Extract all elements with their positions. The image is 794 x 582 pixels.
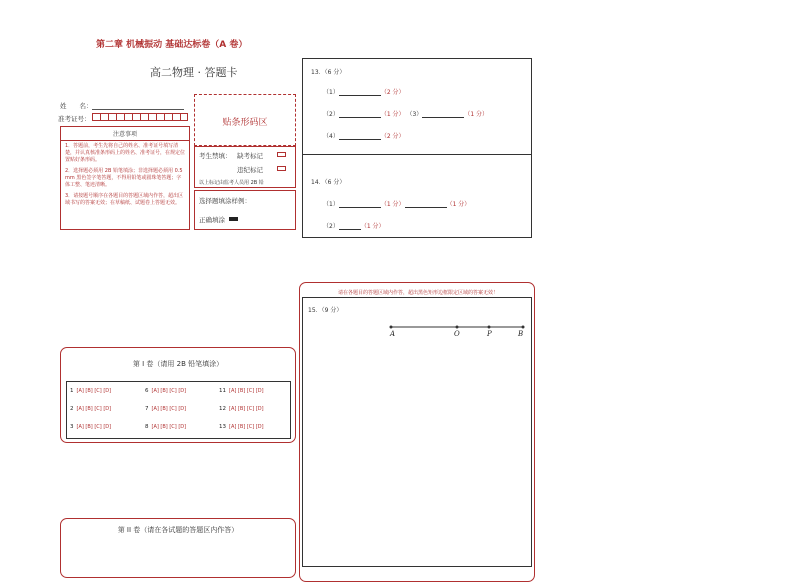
notes-title: 注意事项 [112, 131, 137, 138]
fill-correct-label: 正确填涂 [199, 216, 225, 224]
mc-q-11: 11 [219, 388, 226, 394]
mc-q-6: 6 [145, 388, 149, 394]
mc-options-13[interactable]: [A] [B] [C] [D] [229, 424, 264, 430]
mc-q-7: 7 [145, 406, 149, 412]
point-b-label: B [518, 330, 524, 338]
fill-example-title: 选择题填涂样例： [199, 197, 251, 205]
absent-checkbox[interactable] [277, 152, 286, 157]
status-note: 以上标记由监考人员用 2B 铅 [199, 180, 264, 186]
q13-line-2: （2） （1 分） （3） （1 分） [323, 111, 489, 118]
notes-item-1: 1．答题前，考生先将自己的姓名、准考证号填写清楚，并认真核准条形码上的姓名、准考证号，在规定位置贴好条形码。 [65, 143, 186, 163]
point-b-dot [522, 326, 525, 329]
q15-box [302, 297, 532, 567]
q13-q14-box [302, 58, 532, 238]
q13-q14-divider [303, 154, 531, 155]
barcode-label: 贴条形码区 [222, 118, 268, 128]
notes-item-3: 3．请按题号顺序在各题目的答题区域内作答，超出区域书写的答案无效；在草稿纸、试题卷上答题无效。 [65, 193, 184, 206]
mc-q-8: 8 [145, 424, 149, 430]
q15-warning: 请在各题目的答题区域内作答，超出黑色矩形边框限定区域的答案无效！ [337, 290, 498, 296]
notes-item-2: 2．选择题必须用 2B 铅笔填涂；非选择题必须用 0.5 mm 黑色签字笔答题，不得用铅笔或圆珠笔答题；字体工整、笔迹清晰。 [65, 168, 183, 188]
mc-options-2[interactable]: [A] [B] [C] [D] [76, 406, 112, 412]
card-title: 高二物理 · 答题卡 [150, 66, 238, 79]
q13-blank-1[interactable] [339, 89, 381, 96]
name-field[interactable] [92, 108, 184, 110]
q14-blank-2[interactable] [405, 201, 447, 208]
mc-q-13: 13 [219, 424, 226, 430]
point-p-label: P [487, 330, 492, 338]
violation-label: 违纪标记 [237, 166, 263, 174]
section2-panel [60, 518, 296, 578]
q15-heading: 15．（9 分） [308, 307, 343, 314]
mc-options-6[interactable]: [A] [B] [C] [D] [151, 388, 187, 394]
name-label: 姓 名： [60, 102, 93, 110]
q13-line-1: （1） （2 分） [323, 89, 405, 96]
q14-heading: 14．（6 分） [311, 179, 346, 186]
notes-box [60, 126, 190, 230]
mc-options-1[interactable]: [A] [B] [C] [D] [76, 388, 112, 394]
fill-example-box [194, 190, 296, 230]
filled-mark-icon [229, 217, 238, 221]
mc-q-2: 2 [70, 406, 74, 412]
point-p-dot [488, 326, 491, 329]
q13-blank-2[interactable] [339, 111, 381, 118]
sheet-title: 第二章 机械振动 基础达标卷（A 卷） [96, 40, 248, 50]
q14-line-2: （2） （1 分） [323, 223, 385, 230]
q13-line-3: （4） （2 分） [323, 133, 405, 140]
barcode-area [194, 94, 296, 146]
mc-options-12[interactable]: [A] [B] [C] [D] [229, 406, 264, 412]
q13-heading: 13．（6 分） [311, 69, 346, 76]
q14-line-1: （1） （1 分） （1 分） [323, 201, 471, 208]
mc-options-7[interactable]: [A] [B] [C] [D] [151, 406, 187, 412]
mc-grid [66, 381, 291, 439]
absent-label: 缺考标记 [237, 152, 263, 160]
q14-blank-1[interactable] [339, 201, 381, 208]
mc-options-11[interactable]: [A] [B] [C] [D] [229, 388, 264, 394]
q14-blank-3[interactable] [339, 223, 361, 230]
mc-q-3: 3 [70, 424, 74, 430]
point-o-label: O [454, 330, 460, 338]
violation-checkbox[interactable] [277, 166, 286, 171]
mc-q-12: 12 [219, 406, 226, 412]
status-box [194, 146, 296, 188]
exam-no-label: 准考证号： [58, 115, 91, 123]
mc-q-1: 1 [70, 388, 74, 394]
q13-blank-3[interactable] [422, 111, 464, 118]
point-o-dot [456, 326, 459, 329]
point-a-dot [390, 326, 393, 329]
mc-options-8[interactable]: [A] [B] [C] [D] [151, 424, 187, 430]
section1-title: 第 I 卷（请用 2B 铅笔填涂） [132, 360, 224, 368]
q13-blank-4[interactable] [339, 133, 381, 140]
exam-no-grid[interactable] [92, 113, 188, 121]
section2-title: 第 II 卷（请在各试题的答题区内作答） [117, 526, 239, 534]
status-label: 考生禁填： [199, 152, 232, 160]
mc-options-3[interactable]: [A] [B] [C] [D] [76, 424, 112, 430]
point-a-label: A [390, 330, 396, 338]
